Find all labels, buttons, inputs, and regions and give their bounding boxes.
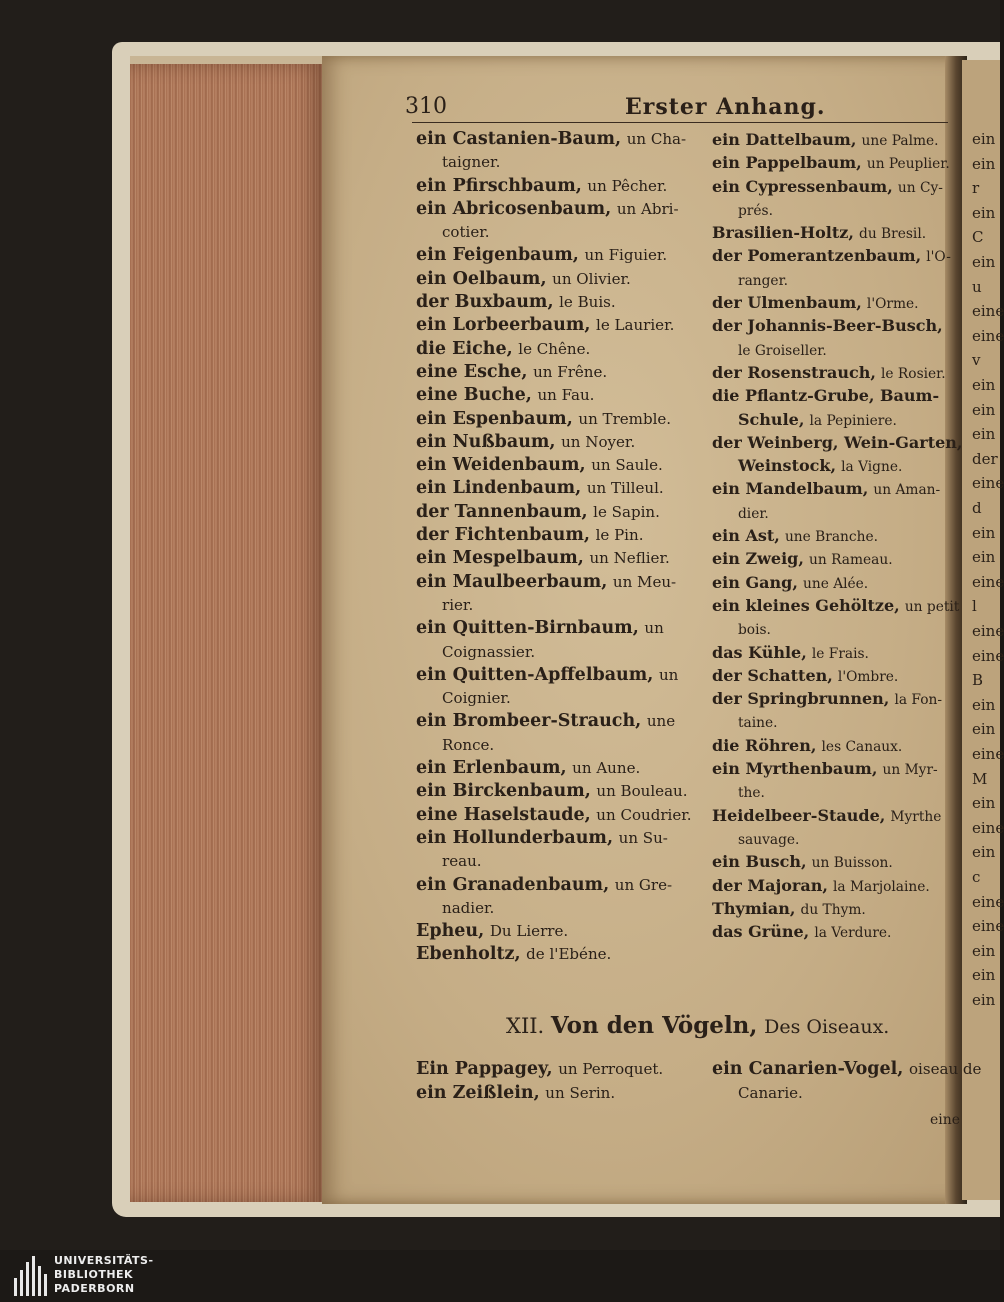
german-term: ein Castanien-Baum, xyxy=(416,129,622,149)
vocabulary-line xyxy=(712,454,952,477)
french-term: un Aman- xyxy=(873,482,941,499)
french-term: un Neflier. xyxy=(589,549,670,568)
vocabulary-line xyxy=(416,501,701,524)
french-term: un Myr- xyxy=(882,762,938,779)
french-term: le Groiseller. xyxy=(738,342,827,359)
facing-page-word: eine xyxy=(972,745,1004,763)
french-term: une Branche. xyxy=(784,529,878,546)
french-term: la Vigne. xyxy=(841,459,903,476)
facing-page-word: ein xyxy=(972,794,996,813)
french-term: Canarie. xyxy=(738,1084,803,1102)
french-term: Coignassier. xyxy=(442,642,536,661)
vocabulary-line xyxy=(712,314,952,337)
german-term: ein Nußbaum, xyxy=(416,431,556,452)
french-term: le Pin. xyxy=(595,526,644,545)
german-term: der Pomerantzenbaum, xyxy=(712,246,922,266)
vocabulary-line xyxy=(416,384,701,407)
french-term: un Gre- xyxy=(614,875,673,894)
french-term: la Fon- xyxy=(894,692,942,709)
german-term: ein Dattelbaum, xyxy=(712,130,857,149)
german-term: das Grüne, xyxy=(712,922,810,942)
vocabulary-line xyxy=(416,641,701,664)
facing-page-word: B xyxy=(972,671,984,690)
french-term: la Marjolaine. xyxy=(833,878,930,895)
german-term: der Buxbaum, xyxy=(416,292,554,313)
vocabulary-line xyxy=(712,338,952,361)
vocabulary-line xyxy=(416,431,701,454)
facing-page-word: eine xyxy=(972,892,1004,911)
vocabulary-line xyxy=(416,850,701,873)
german-term: der Schatten, xyxy=(712,665,833,685)
vocabulary-line xyxy=(712,431,963,454)
vocabulary-line xyxy=(416,594,701,617)
facing-page-word: ein xyxy=(972,130,996,148)
library-name-line: BIBLIOTHEK xyxy=(54,1268,134,1281)
facing-page-word: eine xyxy=(972,302,1004,321)
french-term: taine. xyxy=(738,715,778,732)
vocabulary-line xyxy=(712,291,952,314)
french-term: un Pêcher. xyxy=(587,176,668,195)
german-term: Schule, xyxy=(738,409,805,429)
vocabulary-line xyxy=(712,1081,952,1105)
french-term: un Tremble. xyxy=(578,409,672,428)
german-term: ein Abricosenbaum, xyxy=(416,198,612,219)
facing-page-word: c xyxy=(972,868,981,886)
french-term: un Tilleul. xyxy=(586,479,664,498)
facing-page-word: eine xyxy=(972,917,1004,936)
page-header xyxy=(405,94,950,124)
german-term: der Springbrunnen, xyxy=(712,689,890,709)
page-block-edge xyxy=(130,64,325,1202)
vocabulary-line xyxy=(416,897,701,920)
vocabulary-line xyxy=(712,594,960,617)
french-term: l'Ombre. xyxy=(837,668,899,685)
vocabulary-line xyxy=(416,571,701,594)
german-term: ein Weidenbaum, xyxy=(416,455,586,476)
vocabulary-line xyxy=(712,687,952,710)
vocabulary-line xyxy=(416,710,701,733)
facing-page-word: l xyxy=(972,597,977,616)
facing-page-word: eine xyxy=(972,622,1004,640)
french-term: de l'Ebéne. xyxy=(526,945,612,964)
french-term: un xyxy=(658,665,679,684)
german-term: der Tannenbaum, xyxy=(416,501,588,522)
french-term: rier. xyxy=(442,595,474,614)
french-term: un Coudrier. xyxy=(596,805,692,824)
header-rule xyxy=(412,122,948,123)
facing-page-word: ein xyxy=(972,425,996,444)
german-term: ein Zeißlein, xyxy=(416,1083,540,1103)
german-term: der Weinberg, Wein-Garten, xyxy=(712,432,963,452)
french-term: la Pepiniere. xyxy=(809,412,897,429)
french-term: un Fau. xyxy=(537,386,595,405)
german-term: ein Cypressenbaum, xyxy=(712,176,893,196)
vocabulary-line xyxy=(712,198,952,221)
french-term: le Buis. xyxy=(559,293,616,312)
birds-column-right xyxy=(712,1057,982,1105)
facing-page-word: eine xyxy=(972,474,1004,493)
french-term: une Palme. xyxy=(861,133,939,149)
library-name-line: UNIVERSITÄTS- xyxy=(54,1254,154,1267)
vocabulary-line xyxy=(712,221,952,244)
vocabulary-line xyxy=(712,920,952,943)
french-term: le Rosier. xyxy=(881,365,946,382)
vocabulary-line xyxy=(416,338,701,361)
vocabulary-line xyxy=(712,408,952,431)
vocabulary-column-right xyxy=(712,128,963,943)
german-term: ein Mandelbaum, xyxy=(712,479,869,499)
vocabulary-line xyxy=(712,244,952,267)
french-term: Du Lierre. xyxy=(489,922,569,941)
german-term: der Johannis-Beer-Busch, xyxy=(712,316,943,336)
german-term: eine Haselstaude, xyxy=(416,804,591,825)
french-term: une Alée. xyxy=(802,575,869,592)
vocabulary-line xyxy=(416,780,701,803)
facing-page-word: C xyxy=(972,228,984,247)
french-term: prés. xyxy=(738,202,773,219)
german-term: eine Esche, xyxy=(416,361,528,382)
facing-page-word: eine xyxy=(972,646,1004,665)
facing-page-word: ein xyxy=(972,966,996,985)
french-term: un Perroquet. xyxy=(558,1060,664,1078)
french-term: un Meu- xyxy=(612,572,677,591)
vocabulary-line xyxy=(712,175,952,198)
vocabulary-line xyxy=(416,804,701,827)
french-term: le Sapin. xyxy=(593,502,660,521)
vocabulary-line xyxy=(416,920,701,943)
french-term: un Serin. xyxy=(545,1084,616,1102)
vocabulary-line xyxy=(416,617,701,640)
french-term: Myrthe xyxy=(890,808,942,825)
vocabulary-line xyxy=(416,687,701,710)
vocabulary-line xyxy=(712,850,952,873)
french-term: un Cha- xyxy=(626,130,687,148)
german-term: ein Zweig, xyxy=(712,549,804,569)
german-term: das Kühle, xyxy=(712,642,807,662)
german-term: ein kleines Gehöltze, xyxy=(712,595,900,615)
french-term: un Figuier. xyxy=(584,246,668,265)
french-term: un Cy- xyxy=(897,179,943,196)
birds-column-left xyxy=(416,1057,706,1105)
french-term: the. xyxy=(738,785,765,802)
vocabulary-line xyxy=(712,151,952,174)
library-logo-icon xyxy=(14,1256,48,1296)
section-number: XII. xyxy=(506,1014,545,1038)
vocabulary-line xyxy=(416,827,701,850)
german-term: Ein Pappagey, xyxy=(416,1059,553,1079)
section-title-french: Des Oiseaux. xyxy=(764,1016,890,1038)
french-term: Ronce. xyxy=(442,735,495,754)
french-term: un Buisson. xyxy=(811,855,893,872)
vocabulary-line xyxy=(712,361,952,384)
facing-page-word: eine xyxy=(972,326,1004,345)
facing-page-fragment xyxy=(962,60,1004,1200)
german-term: ein Canarien-Vogel, xyxy=(712,1059,904,1079)
page-number: 310 xyxy=(405,94,447,119)
french-term: un Noyer. xyxy=(561,432,636,451)
facing-page-word: ein xyxy=(972,941,996,960)
facing-page-word: ein xyxy=(972,376,996,394)
german-term: Heidelbeer-Staude, xyxy=(712,805,886,825)
french-term: un xyxy=(644,619,664,638)
vocabulary-line xyxy=(712,268,952,291)
german-term: ein Pappelbaum, xyxy=(712,153,862,173)
german-term: ein Feigenbaum, xyxy=(416,245,579,266)
vocabulary-line xyxy=(416,408,701,431)
french-term: un Olivier. xyxy=(552,269,631,288)
german-term: Brasilien-Holtz, xyxy=(712,223,854,243)
library-name xyxy=(54,1254,154,1296)
vocabulary-line xyxy=(416,268,701,291)
facing-page-word: ein xyxy=(972,843,996,862)
german-term: ein Brombeer-Strauch, xyxy=(416,711,642,732)
german-term: ein Gang, xyxy=(712,572,798,592)
vocabulary-line xyxy=(712,547,952,570)
german-term: ein Quitten-Birnbaum, xyxy=(416,618,639,639)
facing-page-word: ein xyxy=(972,991,996,1009)
facing-page-word: ein xyxy=(972,400,996,419)
german-term: ein Espenbaum, xyxy=(416,408,573,429)
french-term: Coignier. xyxy=(442,689,511,708)
french-term: dier. xyxy=(738,505,769,522)
french-term: oiseau de xyxy=(908,1060,982,1078)
german-term: die Eiche, xyxy=(416,338,513,359)
facing-page-word: v xyxy=(972,351,981,370)
french-term: nadier. xyxy=(442,898,495,917)
vocabulary-line xyxy=(416,244,701,267)
vocabulary-line xyxy=(712,128,952,151)
vocabulary-line xyxy=(712,734,952,757)
facing-page-word: ein xyxy=(972,253,996,271)
german-term: ein Oelbaum, xyxy=(416,268,547,289)
vocabulary-line xyxy=(712,827,952,850)
vocabulary-line xyxy=(416,757,701,780)
german-term: ein Granadenbaum, xyxy=(416,874,610,895)
french-term: taigner. xyxy=(442,153,501,172)
german-term: der Majoran, xyxy=(712,875,828,895)
facing-page-word: r xyxy=(972,179,980,198)
vocabulary-line xyxy=(416,198,701,221)
french-term: du Thym. xyxy=(800,901,866,918)
french-term: du Bresil. xyxy=(859,226,927,243)
german-term: der Rosenstrauch, xyxy=(712,362,876,382)
french-term: les Canaux. xyxy=(821,738,903,755)
french-term: sauvage. xyxy=(738,831,800,848)
german-term: ein Hollunderbaum, xyxy=(416,827,614,848)
vocabulary-line xyxy=(712,501,952,524)
vocabulary-line xyxy=(416,151,701,174)
facing-page-word: der xyxy=(972,449,998,468)
running-head: Erster Anhang. xyxy=(625,94,826,120)
french-term: le Frais. xyxy=(811,645,869,662)
vocabulary-line xyxy=(712,757,952,780)
german-term: der Fichtenbaum, xyxy=(416,525,590,546)
french-term: un petit xyxy=(904,598,960,615)
vocabulary-line xyxy=(416,874,701,897)
french-term: un Abri- xyxy=(616,199,679,218)
vocabulary-line xyxy=(416,128,701,151)
section-heading xyxy=(506,1012,889,1039)
facing-page-word: u xyxy=(972,277,982,296)
vocabulary-line xyxy=(416,175,701,198)
german-term: ein Lindenbaum, xyxy=(416,478,582,499)
german-term: ein Quitten-Apffelbaum, xyxy=(416,664,654,685)
vocabulary-line xyxy=(712,710,952,733)
german-term: eine Buche, xyxy=(416,385,532,406)
german-term: ein Ast, xyxy=(712,526,780,546)
vocabulary-line xyxy=(416,454,701,477)
vocabulary-line xyxy=(712,617,952,640)
facing-page-word: ein xyxy=(972,548,996,567)
french-term: reau. xyxy=(442,852,482,871)
vocabulary-line xyxy=(416,361,701,384)
vocabulary-line xyxy=(416,291,701,314)
german-term: ein Mespelbaum, xyxy=(416,548,584,569)
vocabulary-line xyxy=(712,384,952,407)
german-term: ein Maulbeerbaum, xyxy=(416,571,608,592)
vocabulary-line xyxy=(416,524,701,547)
facing-page-word: ein xyxy=(972,203,996,222)
vocabulary-line xyxy=(712,477,952,500)
german-term: Epheu, xyxy=(416,921,485,942)
french-term: bois. xyxy=(738,622,771,639)
facing-page-word: M xyxy=(972,769,988,788)
vocabulary-line xyxy=(712,780,952,803)
french-term: un Frêne. xyxy=(533,362,608,381)
french-term: le Laurier. xyxy=(596,316,675,335)
vocabulary-line xyxy=(712,874,952,897)
vocabulary-line xyxy=(416,734,701,757)
vocabulary-line xyxy=(712,804,952,827)
german-term: ein Erlenbaum, xyxy=(416,758,567,779)
french-term: cotier. xyxy=(442,223,490,242)
facing-page-word: ein xyxy=(972,695,996,714)
vocabulary-line xyxy=(712,524,952,547)
french-term: l'O- xyxy=(926,249,951,266)
german-term: ein Pfirschbaum, xyxy=(416,175,582,196)
vocabulary-line xyxy=(416,1057,706,1081)
section-title-german: Von den Vögeln, xyxy=(550,1012,758,1039)
french-term: un Su- xyxy=(618,828,668,847)
vocabulary-line xyxy=(416,477,701,500)
vocabulary-line xyxy=(416,943,701,966)
vocabulary-column-left xyxy=(416,128,701,967)
vocabulary-line xyxy=(712,1057,982,1081)
vocabulary-line xyxy=(416,221,701,244)
facing-page-word: ein xyxy=(972,523,996,542)
facing-page-word: eine xyxy=(972,818,1004,837)
french-term: un Saule. xyxy=(591,456,663,475)
french-term: une xyxy=(646,712,676,731)
vocabulary-line xyxy=(416,1081,706,1105)
german-term: die Röhren, xyxy=(712,735,817,755)
german-term: Ebenholtz, xyxy=(416,944,521,965)
vocabulary-line xyxy=(416,547,701,570)
french-term: la Verdure. xyxy=(814,925,892,942)
facing-page-word: eine xyxy=(972,572,1004,591)
german-term: ein Lorbeerbaum, xyxy=(416,315,591,336)
vocabulary-line xyxy=(712,571,952,594)
french-term: un Rameau. xyxy=(809,552,893,569)
vocabulary-line xyxy=(712,897,952,920)
french-term: un Bouleau. xyxy=(596,782,688,801)
facing-page-word: ein xyxy=(972,720,996,739)
vocabulary-line xyxy=(416,664,701,687)
french-term: le Chêne. xyxy=(518,339,591,358)
catchword: eine xyxy=(930,1112,961,1128)
facing-page-word: ein xyxy=(972,154,996,173)
german-term: ein Busch, xyxy=(712,852,807,872)
german-term: Weinstock, xyxy=(738,456,837,476)
library-name-line: PADERBORN xyxy=(54,1282,135,1295)
vocabulary-line xyxy=(416,314,701,337)
vocabulary-line xyxy=(712,664,952,687)
german-term: ein Birckenbaum, xyxy=(416,781,591,802)
vocabulary-line xyxy=(712,641,952,664)
german-term: ein Myrthenbaum, xyxy=(712,759,878,779)
facing-page-word: d xyxy=(972,499,982,517)
german-term: der Ulmenbaum, xyxy=(712,293,862,313)
french-term: ranger. xyxy=(738,272,788,289)
french-term: l'Orme. xyxy=(866,296,919,313)
french-term: un Peuplier. xyxy=(866,156,950,173)
german-term: Thymian, xyxy=(712,898,796,918)
french-term: un Aune. xyxy=(572,759,641,778)
german-term: die Pflantz-Grube, Baum- xyxy=(712,386,940,406)
